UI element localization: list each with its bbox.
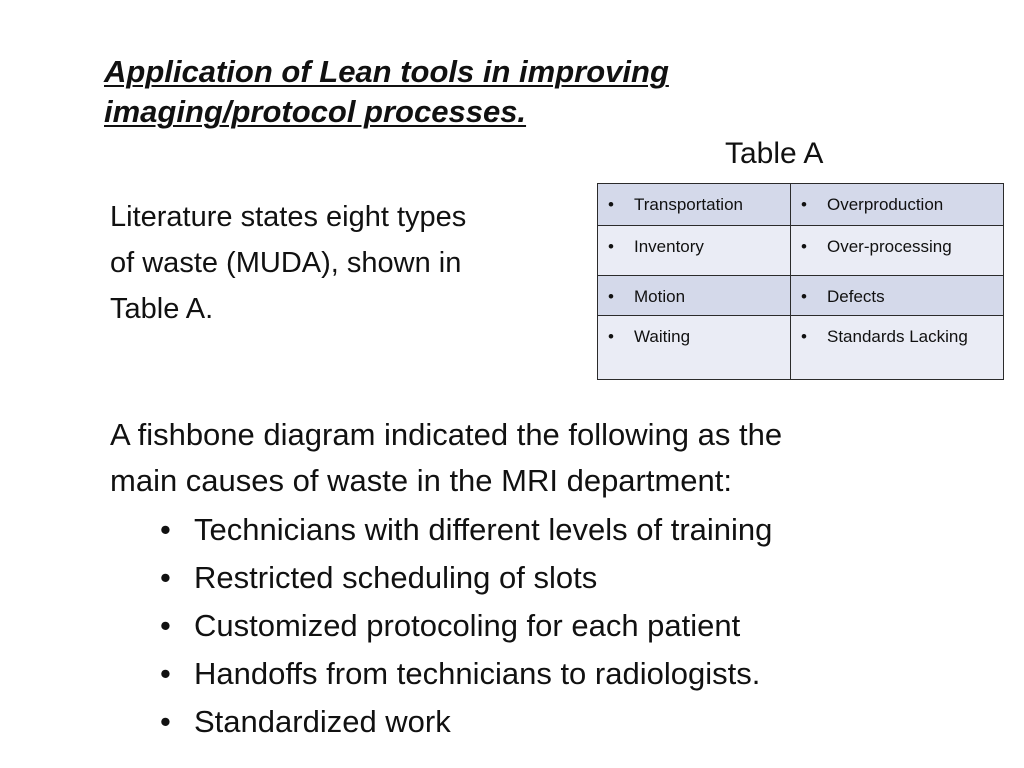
table-cell — [598, 276, 791, 316]
list-item — [160, 650, 1000, 698]
bullet-icon: • — [801, 195, 807, 214]
intro-line-3: Table A. — [110, 293, 214, 325]
bullet-icon: • — [160, 656, 171, 691]
table-row — [598, 316, 1004, 380]
waste-type: Waiting — [634, 327, 691, 346]
slide-title-line-2: imaging/protocol processes. — [104, 94, 527, 129]
slide-title — [104, 52, 784, 132]
bullet-icon: • — [801, 287, 807, 306]
slide-title-line-1: Application of Lean tools in improving — [104, 54, 669, 89]
waste-type: Overproduction — [827, 195, 944, 214]
intro-line-1: Literature states eight types — [110, 201, 467, 233]
fishbone-paragraph — [110, 412, 990, 504]
table-cell — [791, 226, 1004, 276]
cause-text: Customized protocoling for each patient — [194, 608, 741, 643]
intro-paragraph — [110, 194, 580, 332]
bullet-icon: • — [608, 237, 614, 256]
table-cell — [598, 226, 791, 276]
intro-line-2: of waste (MUDA), shown in — [110, 247, 462, 279]
waste-types-table — [597, 183, 1004, 380]
table-row — [598, 226, 1004, 276]
table-caption: Table A — [725, 137, 824, 170]
cause-text: Standardized work — [194, 704, 451, 739]
bullet-icon: • — [801, 327, 807, 346]
table-row — [598, 276, 1004, 316]
bullet-icon: • — [801, 237, 807, 256]
fishbone-line-2: main causes of waste in the MRI department: — [110, 463, 733, 498]
bullet-icon: • — [160, 704, 171, 739]
table-cell — [791, 316, 1004, 380]
waste-type: Standards Lacking — [827, 327, 968, 346]
bullet-icon: • — [608, 327, 614, 346]
bullet-icon: • — [608, 195, 614, 214]
list-item — [160, 506, 1000, 554]
fishbone-line-1: A fishbone diagram indicated the following as the — [110, 417, 783, 452]
table-cell — [791, 184, 1004, 226]
list-item — [160, 554, 1000, 602]
waste-type: Over-processing — [827, 237, 952, 256]
bullet-icon: • — [160, 560, 171, 595]
table-cell — [791, 276, 1004, 316]
cause-text: Restricted scheduling of slots — [194, 560, 598, 595]
waste-type: Transportation — [634, 195, 743, 214]
cause-text: Handoffs from technicians to radiologists. — [194, 656, 761, 691]
waste-type: Motion — [634, 287, 686, 306]
table-row — [598, 184, 1004, 226]
bullet-icon: • — [608, 287, 614, 306]
bullet-icon: • — [160, 608, 171, 643]
waste-type: Inventory — [634, 237, 704, 256]
waste-type: Defects — [827, 287, 885, 306]
table-cell — [598, 184, 791, 226]
list-item — [160, 602, 1000, 650]
table-cell — [598, 316, 791, 380]
bullet-icon: • — [160, 512, 171, 547]
list-item — [160, 698, 1000, 746]
waste-causes-list — [160, 506, 1000, 746]
cause-text: Technicians with different levels of training — [194, 512, 773, 547]
